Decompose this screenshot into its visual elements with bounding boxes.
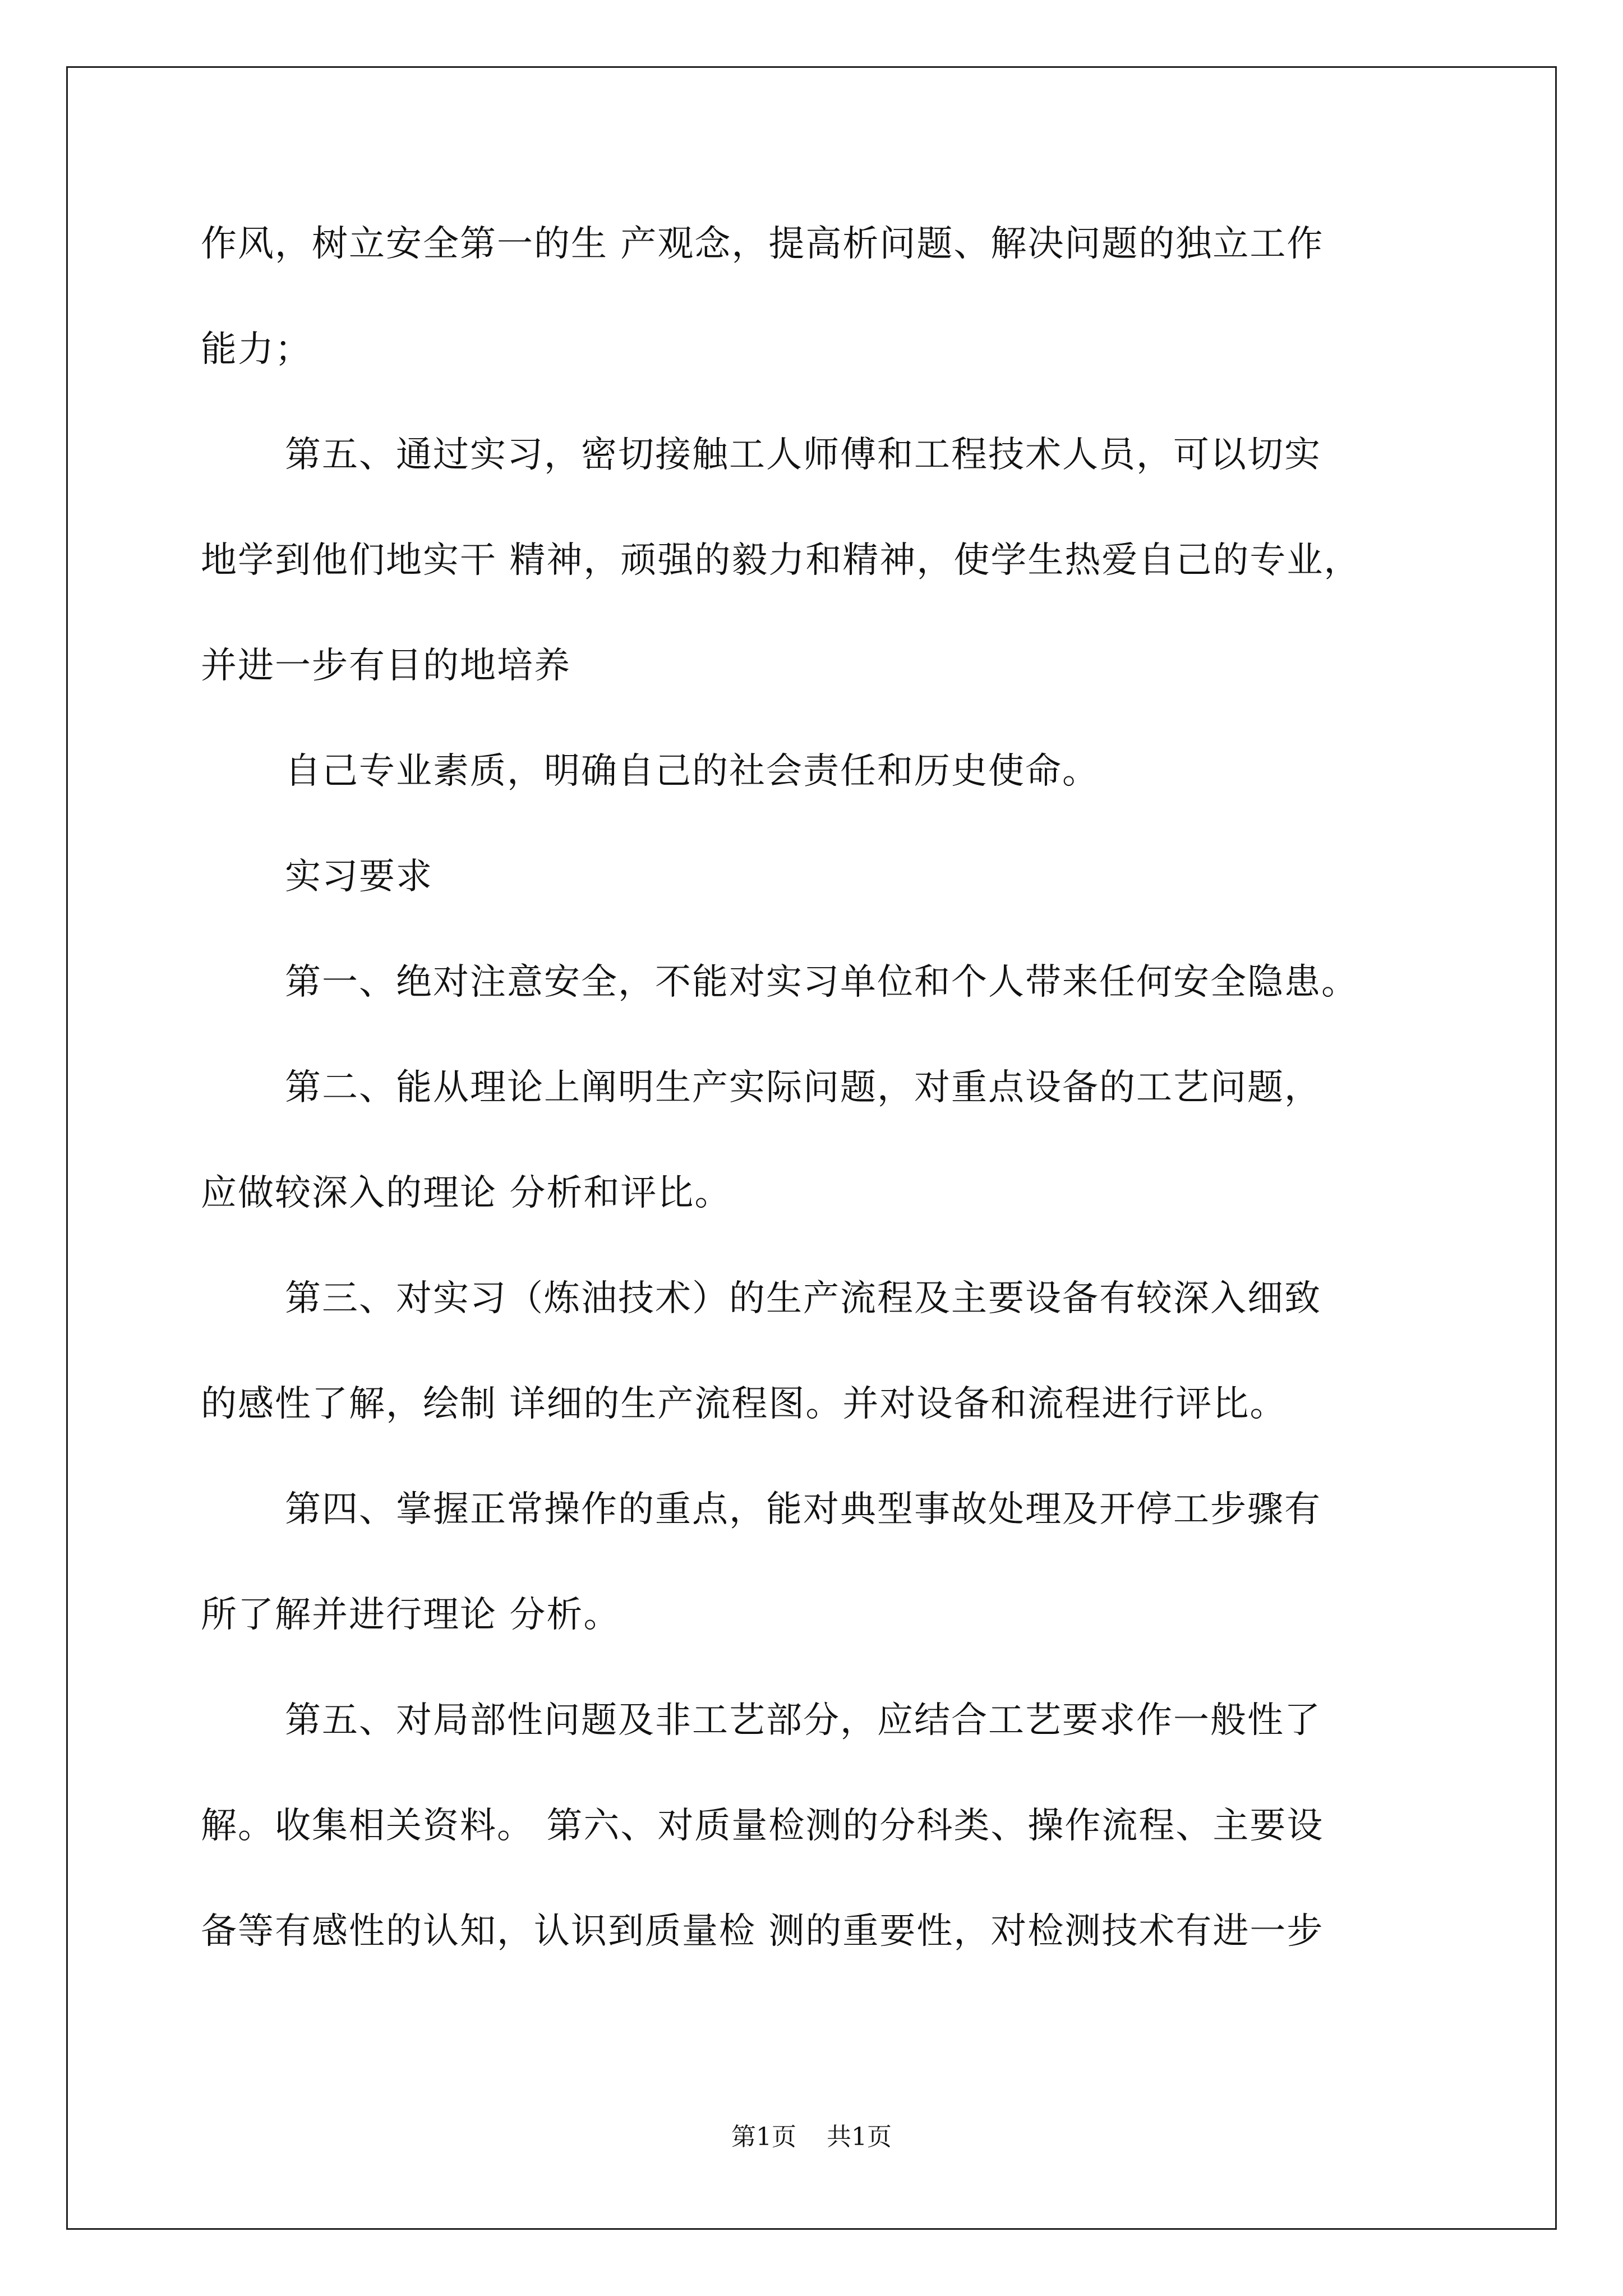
text-line: 解。收集相关资料。 第六、对质量检测的分科类、操作流程、主要设: [201, 1805, 1324, 1847]
page-number: 第1页: [731, 2123, 796, 2151]
text-line: 应做较深入的理论 分析和评比。: [201, 1172, 732, 1214]
text-line: 第二、能从理论上阐明生产实际问题，对重点设备的工艺问题，: [285, 1067, 1321, 1108]
text-line: 第五、通过实习，密切接触工人师傅和工程技术人员，可以切实: [285, 434, 1321, 476]
text-line: 自己专业素质，明确自己的社会责任和历史使命。: [285, 751, 1099, 792]
page-footer: [0, 2120, 1623, 2154]
text-line: 并进一步有目的地培养: [201, 645, 571, 687]
text-line: 备等有感性的认知，认识到质量检 测的重要性，对检测技术有进一步: [201, 1911, 1324, 1952]
text-line: 地学到他们地实干 精神，顽强的毅力和精神，使学生热爱自己的专业，: [201, 540, 1361, 581]
page-total: 共1页: [827, 2123, 892, 2151]
text-line: 第四、掌握正常操作的重点，能对典型事故处理及开停工步骤有: [285, 1489, 1321, 1530]
document-body: [201, 218, 1423, 2010]
text-line: 第一、绝对注意安全，不能对实习单位和个人带来任何安全隐患。: [285, 961, 1358, 1003]
text-line: 所了解并进行理论 分析。: [201, 1594, 621, 1636]
section-heading: 实习要求: [285, 856, 433, 898]
text-line: 作风，树立安全第一的生 产观念，提高析问题、解决问题的独立工作: [201, 223, 1324, 265]
text-line: 能力；: [201, 329, 312, 370]
text-line: 的感性了解，绘制 详细的生产流程图。并对设备和流程进行评比。: [201, 1383, 1287, 1425]
text-line: 第三、对实习（炼油技术）的生产流程及主要设备有较深入细致: [285, 1278, 1321, 1319]
text-line: 第五、对局部性问题及非工艺部分，应结合工艺要求作一般性了: [285, 1700, 1321, 1741]
